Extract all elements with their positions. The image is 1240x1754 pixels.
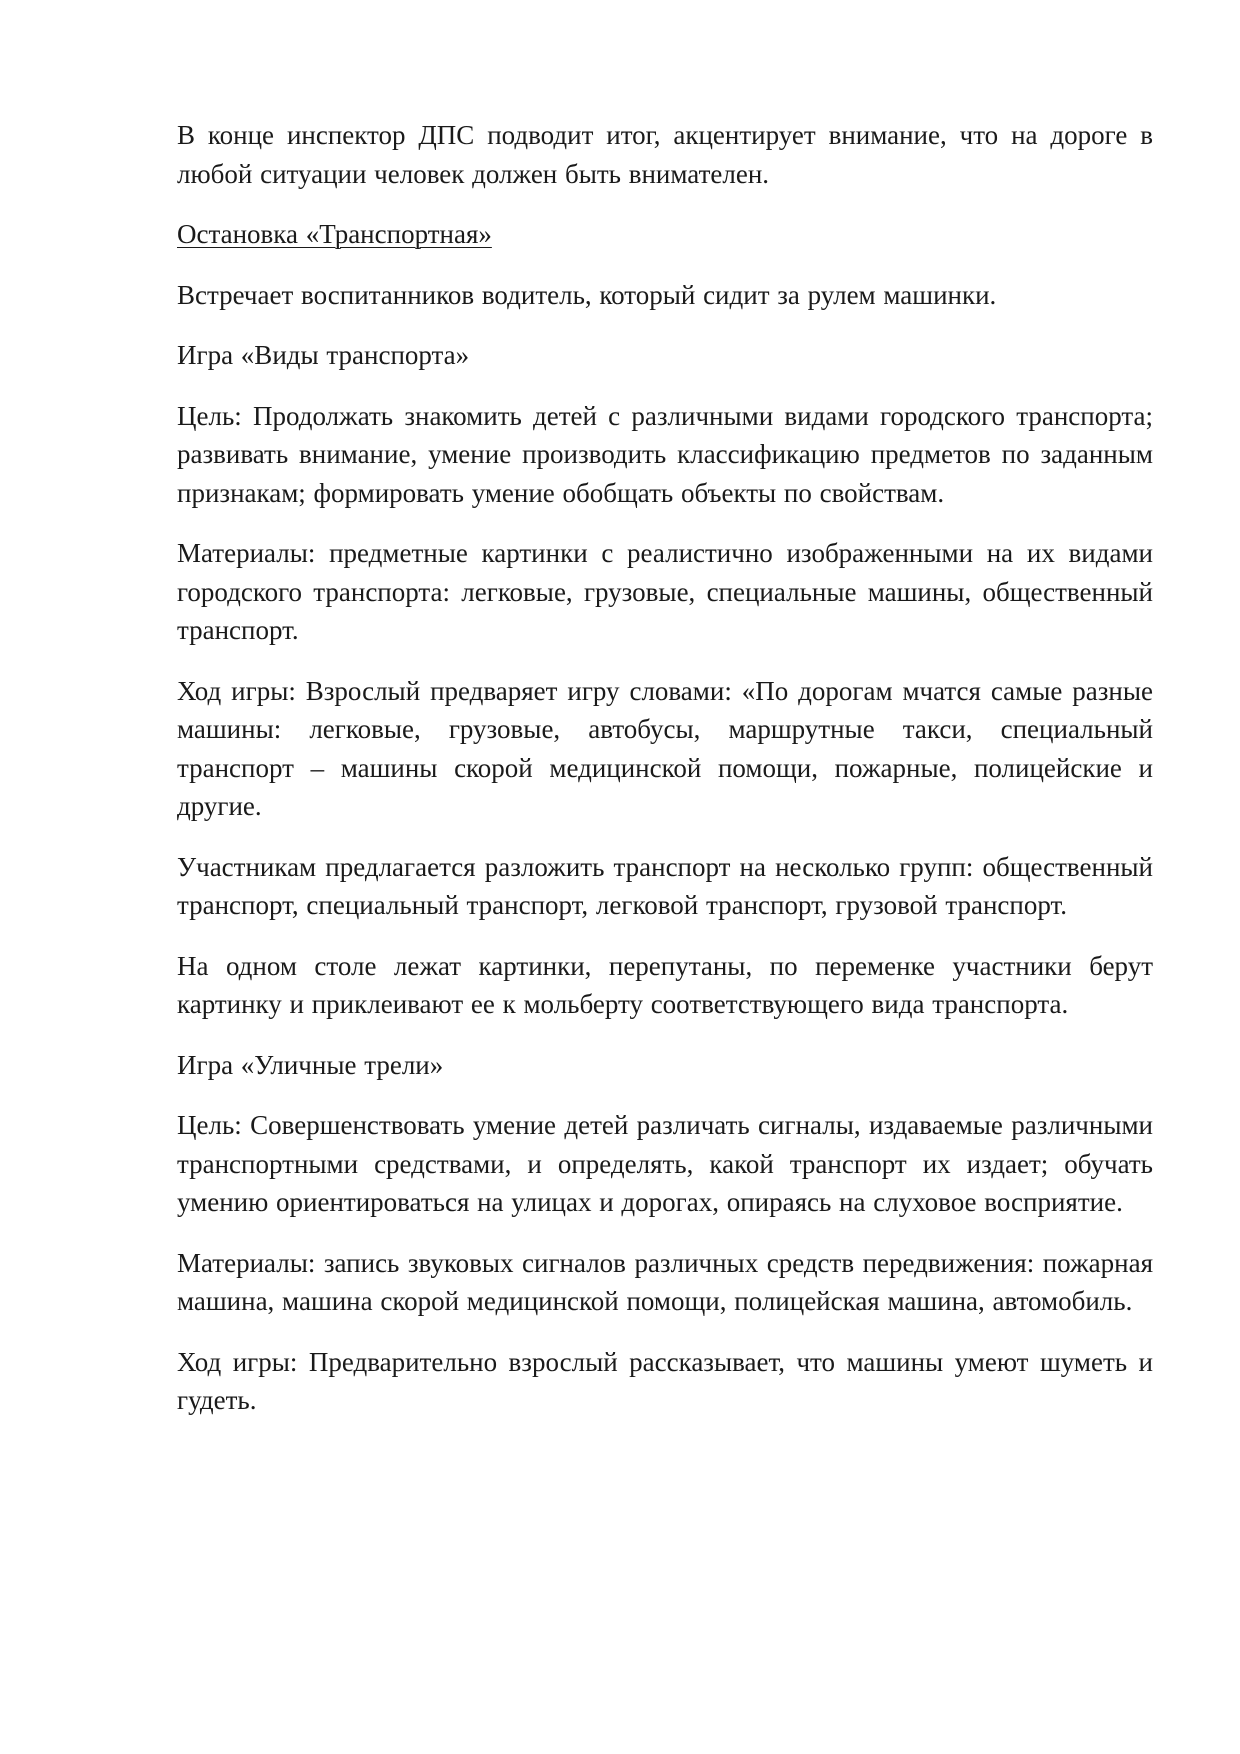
paragraph-pictures-table: На одном столе лежат картинки, перепутаны, по переменке участники берут картинку и приклеивают ее к мольберту соответствующего вида транспорта. <box>177 950 1153 1019</box>
section-heading-transport-stop <box>177 215 1153 254</box>
paragraph-materials-2: Материалы: запись звуковых сигналов различных средств передвижения: пожарная машина, машина скорой медицинской помощи, полицейская машина, автомобиль. <box>177 1247 1153 1316</box>
paragraph-conclusion: В конце инспектор ДПС подводит итог, акцентирует внимание, что на дороге в любой ситуации человек должен быть внимателен. <box>177 120 1153 189</box>
paragraph-goal-1: Цель: Продолжать знакомить детей с различными видами городского транспорта; развивать внимание, умение производить классификацию предметов по заданным признакам; формировать умение обобщать объекты по свойствам. <box>177 400 1153 508</box>
paragraph-driver-greeting: Встречает воспитанников водитель, который сидит за рулем машинки. <box>177 279 997 310</box>
game-title-street-trills: Игра «Уличные трели» <box>177 1049 444 1080</box>
paragraph-participants-task: Участникам предлагается разложить транспорт на несколько групп: общественный транспорт, специальный транспорт, легковой транспорт, грузовой транспорт. <box>177 851 1153 920</box>
section-heading-text: Остановка «Транспортная» <box>177 219 492 249</box>
game-title-transport-types: Игра «Виды транспорта» <box>177 340 470 370</box>
paragraph-game-process-2: Ход игры: Предварительно взрослый рассказывает, что машины умеют шуметь и гудеть. <box>177 1346 1153 1415</box>
paragraph-game-process-1: Ход игры: Взрослый предваряет игру словами: «По дорогам мчатся самые разные машины: легковые, грузовые, автобусы, маршрутные такси, специальный транспорт – машины скорой медицинской помощи, пожарные, полицейские и другие. <box>177 675 1153 821</box>
paragraph-goal-2: Цель: Совершенствовать умение детей различать сигналы, издаваемые различными транспортными средствами, и определять, какой транспорт их издает; обучать умению ориентироваться на улицах и дорогах, опираясь на слуховое восприятие. <box>177 1110 1153 1217</box>
paragraph-materials-1: Материалы: предметные картинки с реалистично изображенными на их видами городского транспорта: легковые, грузовые, специальные машины, общественный транспорт. <box>177 538 1153 645</box>
document-body <box>177 116 1153 1442</box>
